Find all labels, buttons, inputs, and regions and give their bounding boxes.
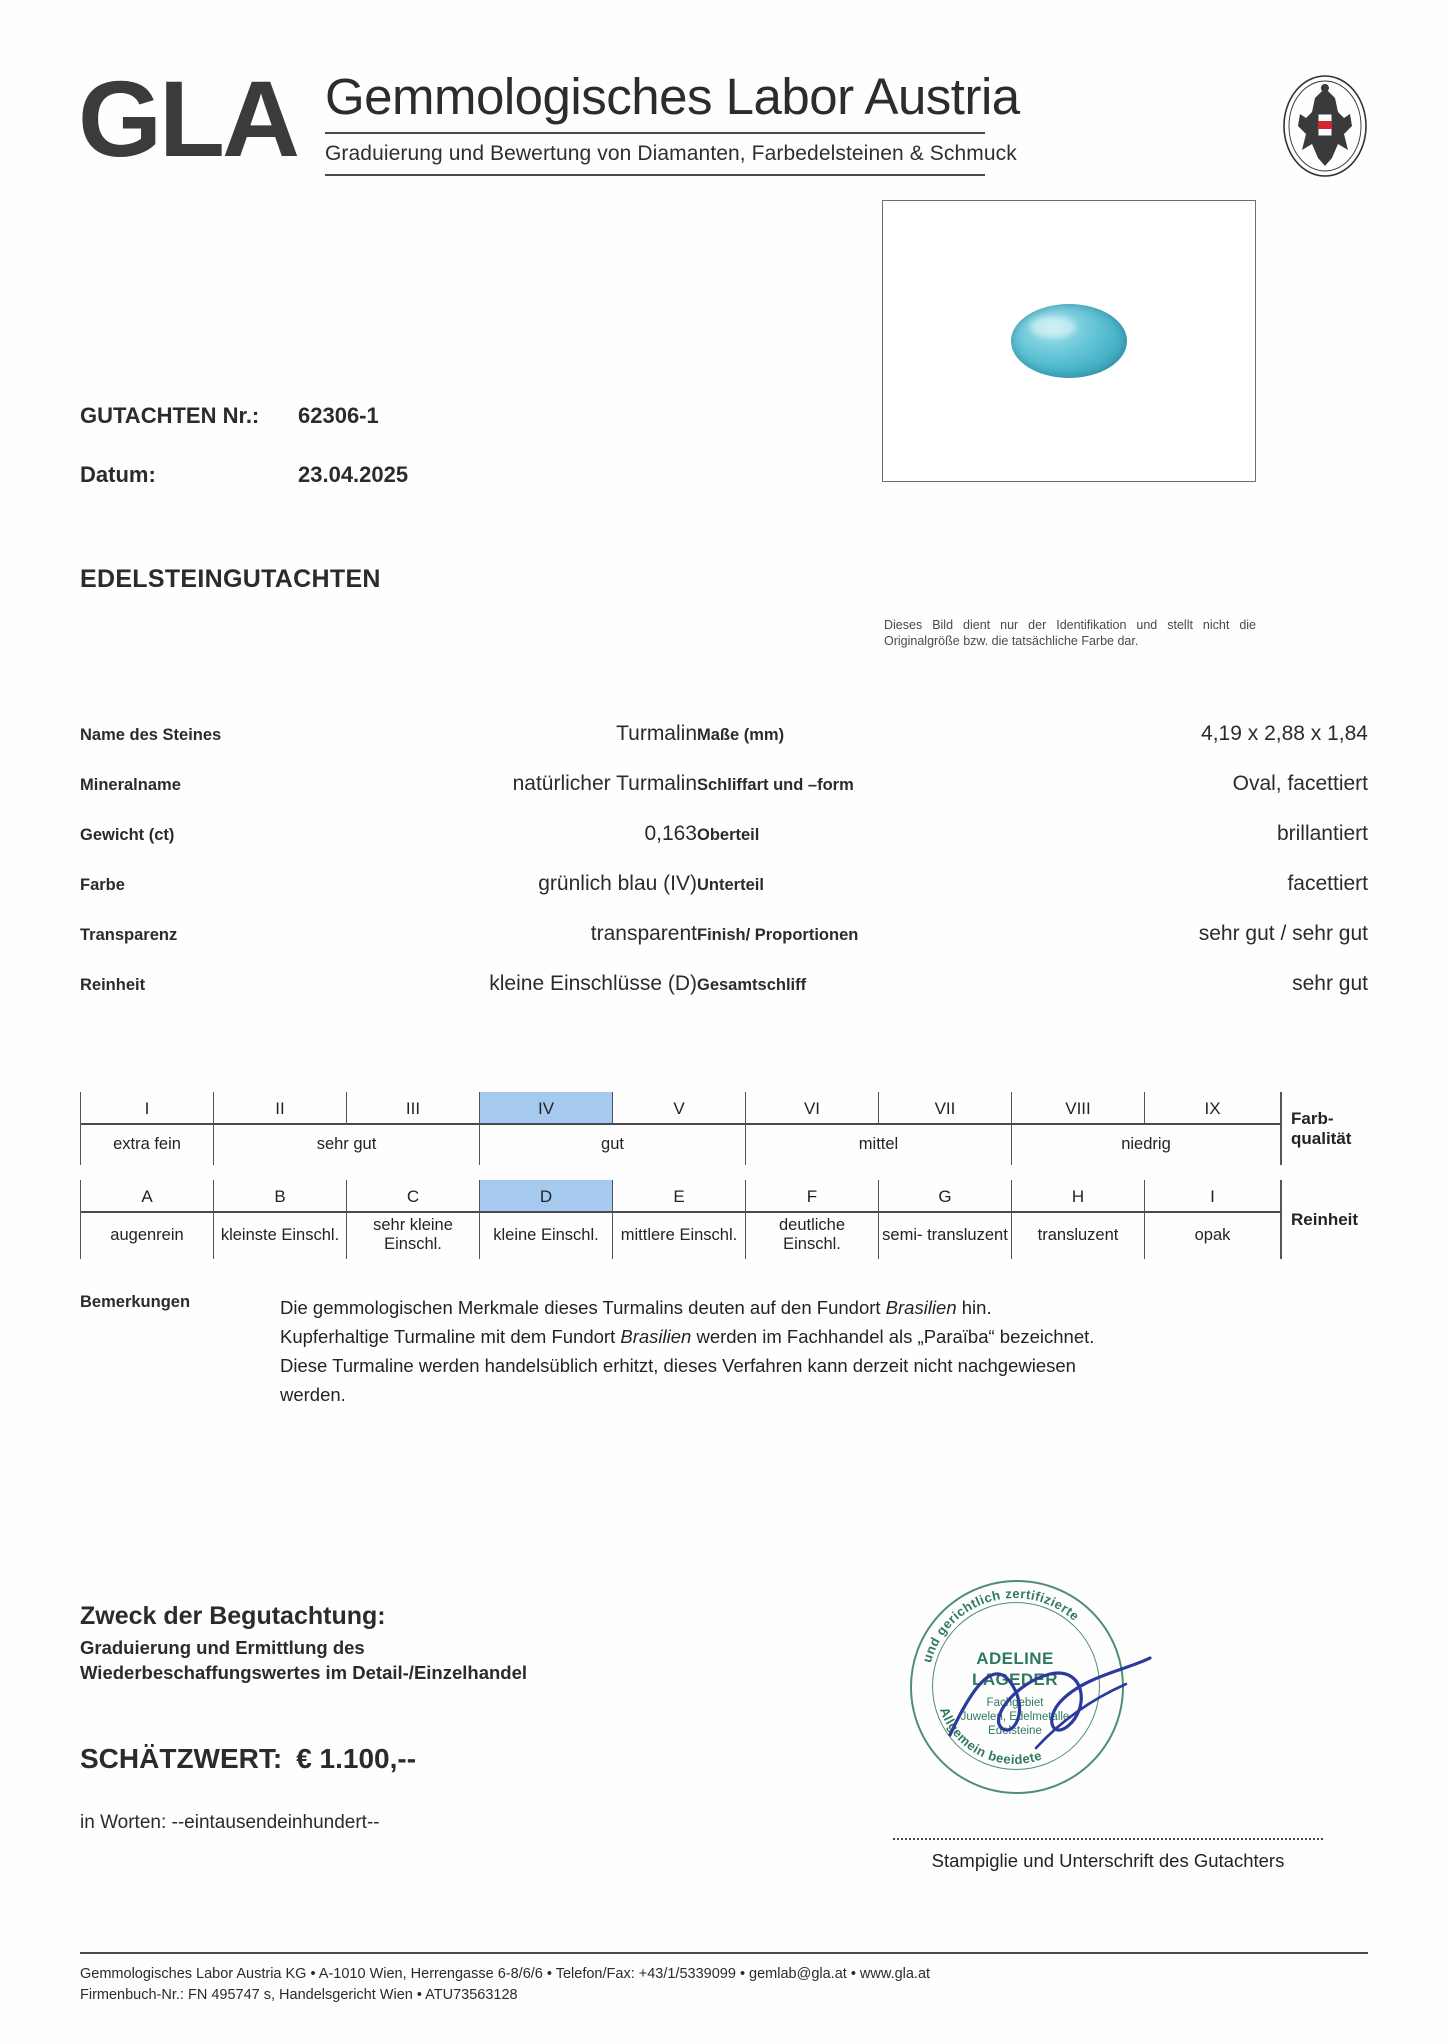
austrian-eagle-emblem bbox=[1282, 74, 1368, 178]
remarks-label: Bemerkungen bbox=[80, 1293, 191, 1311]
remarks-body bbox=[280, 1293, 1094, 1409]
report-date-value: 23.04.2025 bbox=[298, 462, 409, 487]
clarity-legend bbox=[1281, 1180, 1368, 1259]
clarity-scale bbox=[80, 1180, 1368, 1259]
clarity-legend-line1: Reinheit bbox=[1291, 1209, 1359, 1229]
gemstone-photo-caption: Dieses Bild dient nur der Identifikation und stellt nicht die Originalgröße bzw. die tatsächliche Farbe dar. bbox=[884, 618, 1256, 648]
property-value: grünlich blau (IV) bbox=[538, 872, 697, 895]
organization-subtitle: Graduierung und Bewertung von Diamanten, Farbedelsteinen & Schmuck bbox=[324, 142, 1017, 165]
property-row bbox=[80, 722, 1368, 746]
property-value: 4,19 x 2,88 x 1,84 bbox=[1201, 722, 1368, 745]
color-grade-III[interactable]: III bbox=[347, 1092, 480, 1125]
property-value: natürlicher Turmalin bbox=[512, 772, 697, 795]
property-row bbox=[80, 872, 1368, 896]
color-grade-row bbox=[81, 1092, 1281, 1125]
property-value: sehr gut bbox=[1292, 972, 1368, 995]
color-grade-V[interactable]: V bbox=[613, 1092, 746, 1125]
property-row bbox=[80, 822, 1368, 846]
clarity-desc-E: mittlere Einschl. bbox=[613, 1213, 746, 1259]
report-date-label: Datum: bbox=[80, 462, 156, 487]
color-desc-niedrig: niedrig bbox=[1012, 1125, 1281, 1165]
color-grade-VII[interactable]: VII bbox=[879, 1092, 1012, 1125]
color-desc-sehr-gut: sehr gut bbox=[214, 1125, 480, 1165]
stamp-arc-bottom-text: Allgemein beeidete bbox=[936, 1705, 1044, 1768]
color-legend-line2: qualität bbox=[1291, 1128, 1352, 1148]
clarity-desc-A: augenrein bbox=[81, 1213, 214, 1259]
purpose-section bbox=[80, 1602, 527, 1685]
property-cell bbox=[697, 822, 1368, 846]
clarity-grade-B[interactable]: B bbox=[214, 1180, 347, 1213]
property-label: Transparenz bbox=[80, 926, 178, 944]
signature-caption: Stampiglie und Unterschrift des Gutachters bbox=[931, 1850, 1285, 1871]
property-value: facettiert bbox=[1287, 872, 1368, 895]
report-number-value: 62306-1 bbox=[298, 403, 379, 428]
property-value: Oval, facettiert bbox=[1232, 772, 1368, 795]
property-label: Unterteil bbox=[697, 876, 764, 894]
property-cell bbox=[697, 772, 1368, 796]
property-cell bbox=[697, 922, 1368, 946]
report-number-row bbox=[80, 403, 408, 429]
stamp-and-signature bbox=[880, 1570, 1180, 1800]
remarks-line-3: Diese Turmaline werden handelsüblich erhitzt, dieses Verfahren kann derzeit nicht nachgewiesen bbox=[280, 1355, 1076, 1376]
clarity-desc-H: transluzent bbox=[1012, 1213, 1145, 1259]
property-label: Gesamtschliff bbox=[697, 976, 807, 994]
organization-name: Gemmologisches Labor Austria bbox=[324, 68, 1020, 125]
property-row bbox=[80, 772, 1368, 796]
property-label: Gewicht (ct) bbox=[80, 826, 175, 844]
clarity-grade-C[interactable]: C bbox=[347, 1180, 480, 1213]
clarity-grade-row bbox=[81, 1180, 1281, 1213]
color-description-row bbox=[81, 1125, 1281, 1165]
remarks-section bbox=[80, 1293, 1370, 1409]
page-footer bbox=[80, 1964, 1368, 2006]
property-label: Schliffart und –form bbox=[697, 776, 854, 794]
property-row bbox=[80, 972, 1368, 996]
property-label: Maße (mm) bbox=[697, 726, 785, 744]
remarks-line-2: Kupferhaltige Turmaline mit dem Fundort Brasilien werden im Fachhandel als „Paraïba“ bezeichnet. bbox=[280, 1326, 1095, 1347]
property-label: Finish/ Proportionen bbox=[697, 926, 859, 944]
color-grade-VIII[interactable]: VIII bbox=[1012, 1092, 1145, 1125]
clarity-grade-D[interactable]: D bbox=[480, 1180, 613, 1213]
clarity-grade-I[interactable]: I bbox=[1145, 1180, 1281, 1213]
report-meta bbox=[80, 403, 408, 521]
gemstone-image bbox=[1011, 304, 1127, 378]
clarity-desc-B: kleinste Einschl. bbox=[214, 1213, 347, 1259]
property-cell bbox=[80, 972, 697, 996]
estimate-row bbox=[80, 1743, 416, 1775]
color-desc-extra-fein: extra fein bbox=[81, 1125, 214, 1165]
clarity-grade-F[interactable]: F bbox=[746, 1180, 879, 1213]
purpose-line-1: Graduierung und Ermittlung des bbox=[80, 1637, 365, 1658]
color-grade-VI[interactable]: VI bbox=[746, 1092, 879, 1125]
purpose-title: Zweck der Begutachtung: bbox=[80, 1602, 386, 1630]
property-cell bbox=[80, 722, 697, 746]
property-cell bbox=[80, 922, 697, 946]
signature-line bbox=[893, 1838, 1323, 1840]
property-value: transparent bbox=[590, 922, 697, 945]
clarity-desc-G: semi- transluzent bbox=[879, 1213, 1012, 1259]
report-date-row bbox=[80, 462, 408, 488]
property-label: Mineralname bbox=[80, 776, 181, 794]
clarity-desc-F: deutliche Einschl. bbox=[746, 1213, 879, 1259]
property-cell bbox=[80, 772, 697, 796]
property-label: Oberteil bbox=[697, 826, 760, 844]
properties-table bbox=[80, 722, 1368, 1022]
property-value: brillantiert bbox=[1276, 822, 1368, 845]
property-cell bbox=[697, 872, 1368, 896]
color-legend-line1: Farb- bbox=[1291, 1108, 1334, 1128]
property-cell bbox=[80, 872, 697, 896]
color-quality-scale bbox=[80, 1092, 1368, 1165]
property-value: kleine Einschlüsse (D) bbox=[489, 972, 697, 995]
clarity-grade-A[interactable]: A bbox=[81, 1180, 214, 1213]
page-header bbox=[78, 58, 1368, 190]
color-quality-legend bbox=[1281, 1092, 1368, 1165]
clarity-description-row bbox=[81, 1213, 1281, 1259]
clarity-grade-G[interactable]: G bbox=[879, 1180, 1012, 1213]
estimate-in-words: in Worten: --eintausendeinhundert-- bbox=[80, 1812, 380, 1833]
stamp-expert-field: Fachgebiet Juwelen, Edelmetalle Edelsteine bbox=[960, 1697, 1070, 1737]
property-label: Reinheit bbox=[80, 976, 146, 994]
clarity-desc-D: kleine Einschl. bbox=[480, 1213, 613, 1259]
remarks-line-1: Die gemmologischen Merkmale dieses Turmalins deuten auf den Fundort Brasilien hin. bbox=[280, 1297, 992, 1318]
gemstone-photo-frame bbox=[882, 200, 1256, 482]
clarity-grade-H[interactable]: H bbox=[1012, 1180, 1145, 1213]
report-number-label: GUTACHTEN Nr.: bbox=[80, 403, 260, 428]
color-grade-II[interactable]: II bbox=[214, 1092, 347, 1125]
property-value: 0,163 bbox=[644, 822, 697, 845]
footer-divider bbox=[80, 1952, 1368, 1954]
property-value: sehr gut / sehr gut bbox=[1198, 922, 1368, 945]
property-cell bbox=[697, 972, 1368, 996]
clarity-desc-I: opak bbox=[1145, 1213, 1281, 1259]
estimate-label: SCHÄTZWERT: bbox=[80, 1743, 283, 1774]
footer-line-2: Firmenbuch-Nr.: FN 495747 s, Handelsgericht Wien • ATU73563128 bbox=[80, 1987, 518, 2003]
color-grade-IX[interactable]: IX bbox=[1145, 1092, 1281, 1125]
stamp-expert-name: ADELINE LAGEDER bbox=[972, 1649, 1058, 1689]
property-label: Name des Steines bbox=[80, 726, 222, 744]
clarity-desc-C: sehr kleine Einschl. bbox=[347, 1213, 480, 1259]
document-type-title: EDELSTEINGUTACHTEN bbox=[80, 565, 381, 593]
header-divider-top bbox=[325, 132, 985, 134]
header-text-block bbox=[325, 58, 1260, 176]
clarity-grade-E[interactable]: E bbox=[613, 1180, 746, 1213]
property-cell bbox=[697, 722, 1368, 746]
color-desc-mittel: mittel bbox=[746, 1125, 1012, 1165]
color-desc-gut: gut bbox=[480, 1125, 746, 1165]
color-grade-IV[interactable]: IV bbox=[480, 1092, 613, 1125]
footer-line-1: Gemmologisches Labor Austria KG • A-1010 Wien, Herrengasse 6-8/6/6 • Telefon/Fax: +43/1/5339099 • gemlab@gla.at • www.gla.at bbox=[80, 1966, 931, 1982]
property-row bbox=[80, 922, 1368, 946]
header-divider-bottom bbox=[325, 174, 985, 176]
purpose-line-2: Wiederbeschaffungswertes im Detail-/Einzelhandel bbox=[80, 1662, 528, 1683]
property-value: Turmalin bbox=[616, 722, 697, 745]
estimate-value: € 1.100,-- bbox=[296, 1743, 417, 1774]
property-cell bbox=[80, 822, 697, 846]
property-label: Farbe bbox=[80, 876, 125, 894]
gla-logo: GLA bbox=[78, 58, 297, 179]
remarks-line-4: werden. bbox=[280, 1384, 346, 1405]
stamp-arc-top-text: und gerichtlich zertifizierte bbox=[919, 1585, 1083, 1665]
color-grade-I[interactable]: I bbox=[81, 1092, 214, 1125]
